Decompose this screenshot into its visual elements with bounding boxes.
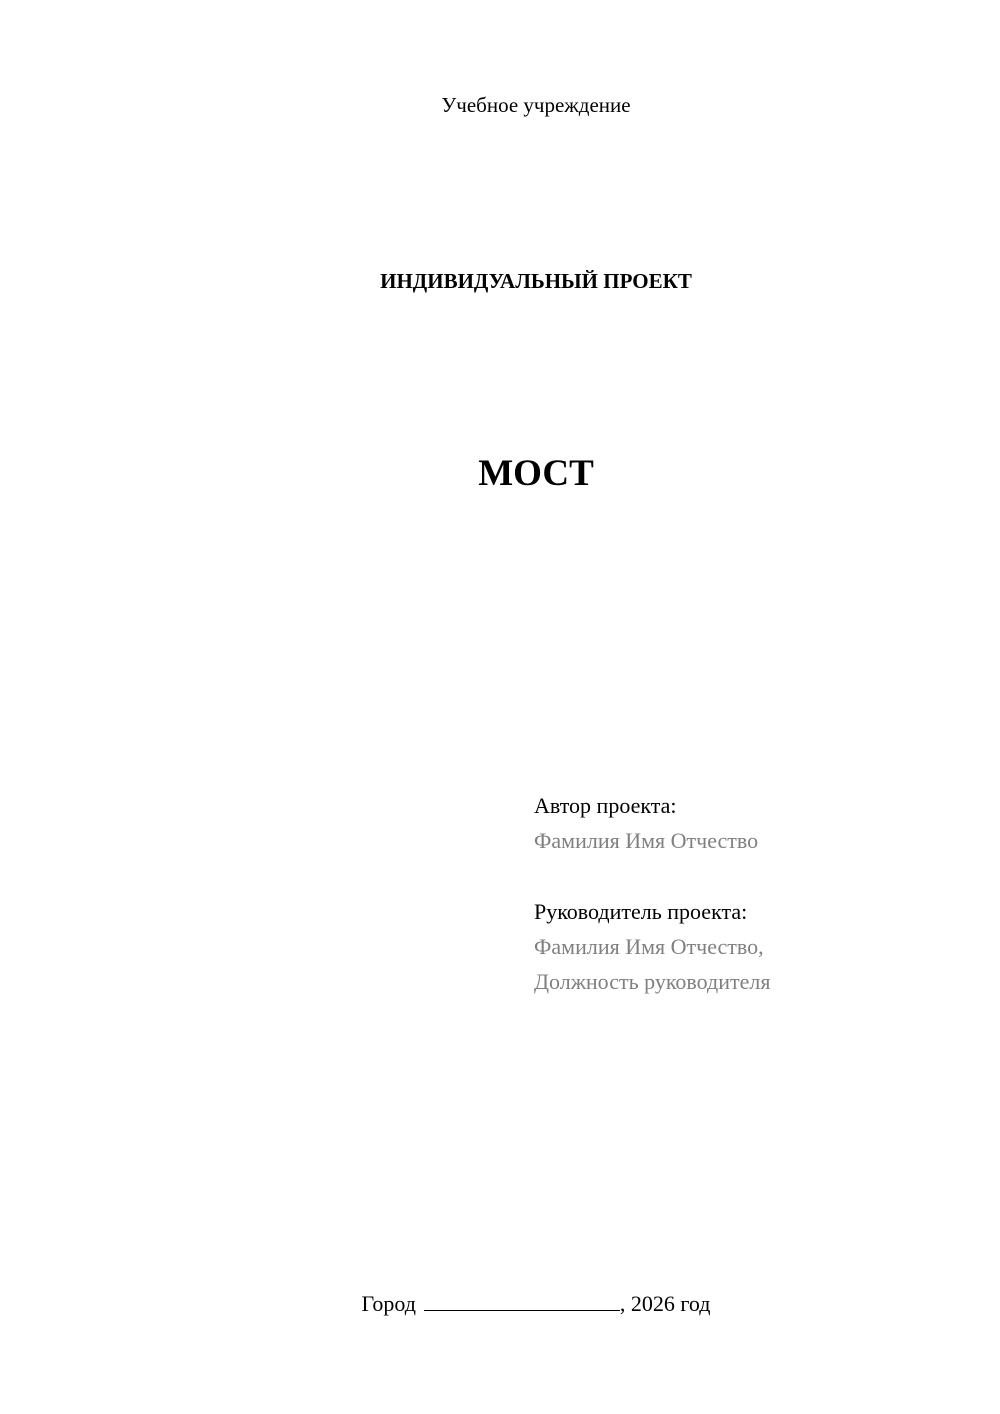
author-name: Фамилия Имя Отчество [534, 828, 759, 853]
project-title: МОСТ [478, 453, 594, 494]
supervisor-position: Должность руководителя [534, 969, 771, 994]
footer-city-year [0, 1290, 1000, 1318]
city-label: Город [361, 1291, 416, 1316]
author-block [534, 788, 770, 858]
city-blank-line [424, 1290, 620, 1311]
supervisor-name: Фамилия Имя Отчество, [534, 934, 764, 959]
supervisor-block [534, 894, 770, 999]
document-type: ИНДИВИДУАЛЬНЫЙ ПРОЕКТ [380, 269, 692, 293]
year-text: , 2026 год [619, 1291, 711, 1316]
institution-name: Учебное учреждение [441, 93, 631, 117]
credits-block [534, 788, 770, 999]
author-label: Автор проекта: [534, 793, 677, 818]
supervisor-label: Руководитель проекта: [534, 899, 748, 924]
